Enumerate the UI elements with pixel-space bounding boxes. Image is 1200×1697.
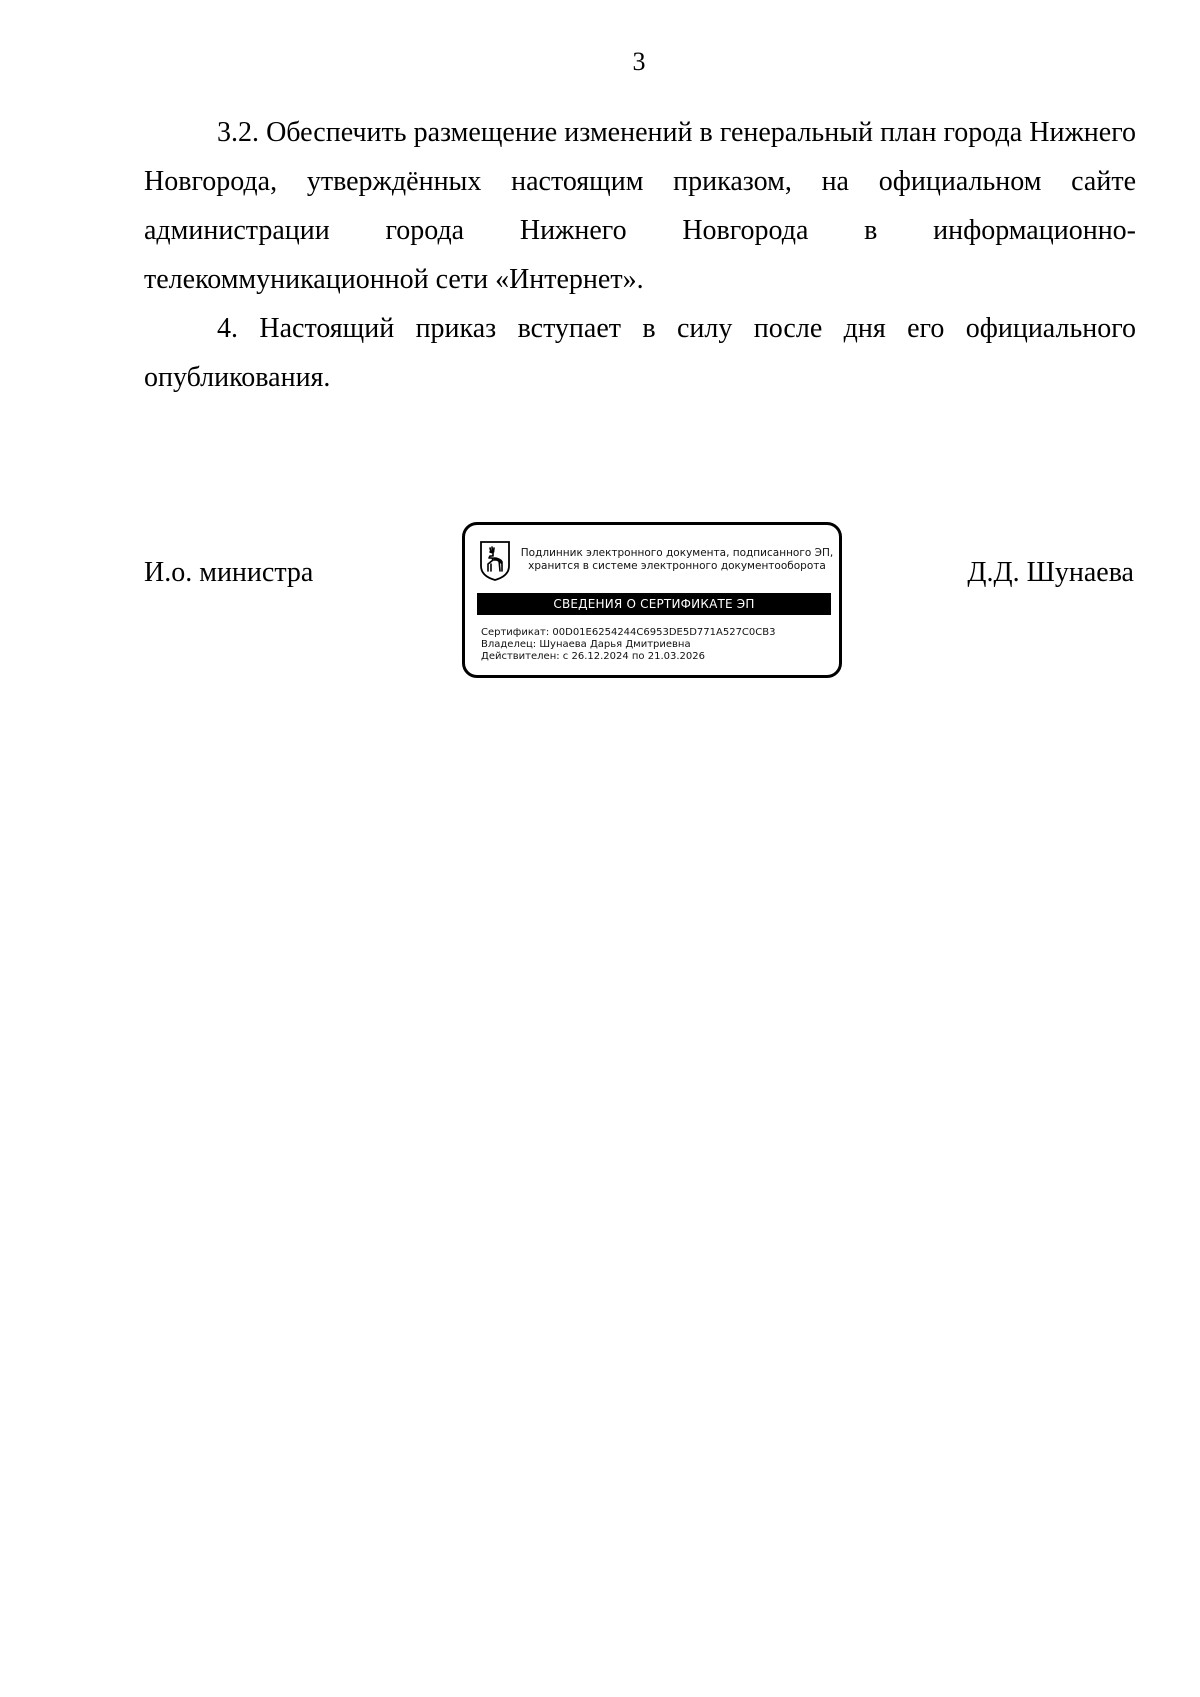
certificate-validity: Действителен: с 26.12.2024 по 21.03.2026 (481, 651, 705, 662)
certificate-number: Сертификат: 00D01E6254244C6953DE5D771A527C0CB3 (481, 627, 776, 638)
stamp-header-line: хранится в системе электронного документооборота (528, 560, 826, 572)
deer-coat-of-arms-icon (479, 540, 511, 582)
certificate-owner: Владелец: Шунаева Дарья Дмитриевна (481, 639, 691, 650)
page-number: 3 (632, 47, 646, 76)
certificate-details (481, 627, 835, 663)
certificate-info-bar: СВЕДЕНИЯ О СЕРТИФИКАТЕ ЭП (477, 593, 831, 615)
paragraph-4: 4. Настоящий приказ вступает в силу после дня его официального опубликования. (144, 313, 1136, 393)
stamp-header-line: Подлинник электронного документа, подписанного ЭП, (520, 547, 834, 559)
stamp-header (515, 547, 839, 573)
paragraph-3-2: 3.2. Обеспечить размещение изменений в генеральный план города Нижнего Новгорода, утверждённых настоящим приказом, на официальном сайте администрации города Нижнего Новгорода в информационно-телекоммуникационной сети «Интернет». (144, 117, 1136, 295)
signatory-name: Д.Д. Шунаева (967, 557, 1134, 588)
electronic-signature-stamp (462, 522, 842, 678)
signatory-position: И.о. министра (144, 557, 314, 588)
